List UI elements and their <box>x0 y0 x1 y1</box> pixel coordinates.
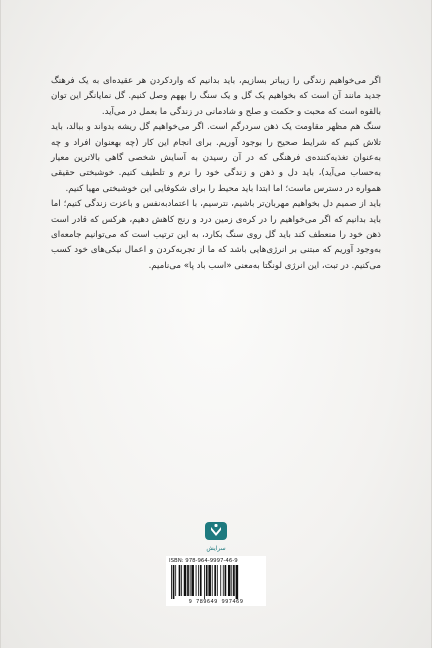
publisher-logo-icon <box>203 518 229 544</box>
barcode-icon <box>169 565 257 599</box>
blurb-paragraph-2: سنگ هم مظهر مقاومت یک ذهن سردرگم است. اگر می‌خواهیم گل ریشه بدواند و ببالد، باید تلاش کنیم که شرایط صحیح را بوجود آوریم. برای انجام این کار (چه بهعنوان افراد و چه به‌عنوان تغذیه‌کننده‌ی فرهنگی که در آن رسیدن به آسایش شخصی گاهی بالاترین معیار به‌حساب می‌آید)، باید دل و ذهن و زندگی خود را نرم و تلطیف کنیم. خوشبختی حقیقی همواره در دسترس ماست؛ اما ابتدا باید محیط را برای شکوفایی این خوشبختی مهیا کنیم. <box>51 122 381 194</box>
publisher-name: سرایش <box>206 545 226 552</box>
blurb-text <box>51 74 381 274</box>
isbn-barcode-block <box>166 556 266 606</box>
barcode-digits: 9 789649 997469 <box>188 599 244 605</box>
isbn-label: ISBN: 978-964-9997-46-9 <box>169 558 238 564</box>
publisher-mark <box>196 518 236 552</box>
blurb-paragraph-1: اگر می‌خواهیم زندگی را زیباتر بسازیم، باید بدانیم که واردکردن هر عقیده‌ای به یک فرهنگ جدید مانند آن است که بخواهیم یک گل و یک سنگ را بههم وصل کنیم. گل نمایانگر این توان بالقوه است که محبت و حکمت و صلح و شادمانی در زندگی ما بعمل در می‌آید. <box>51 76 381 117</box>
blurb-paragraph-3: باید از صمیم دل بخواهیم مهربان‌تر باشیم، نترسیم، با اعتمادبه‌نفس و باعزت زندگی کنیم؛ اما باید بدانیم که اگر می‌خواهیم را در کره‌ی زمین درد و رنج کاهش دهیم، هرکس که قادر است ذهن خود را منعطف کند باید گل روی سنگ بکارد، به این ترتیب است که می‌توانیم جامعه‌ای به‌وجود آوریم که مبتنی بر انرژی‌هایی باشد که ما از تجربه‌کردن و اعمال نیکی‌های خود کسب می‌کنیم. در تبت، این انرژی لونگتا به‌معنی «اسب باد پا» می‌نامیم. <box>51 199 381 271</box>
